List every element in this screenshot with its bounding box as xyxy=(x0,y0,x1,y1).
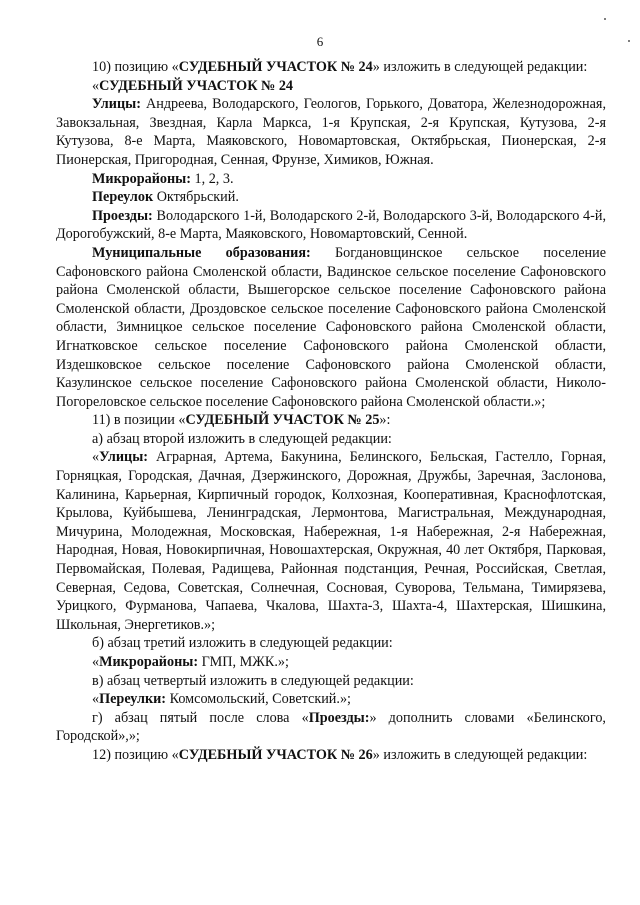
passages-24: Проезды: Володарского 1-й, Володарского 2-й, Володарского 3-й, Володарского 4-й, Дорогобужский, 8-е Марта, Маяковского, Новомартовский, Сенной. xyxy=(56,207,606,243)
municipalities-24: Муниципальные образования: Богдановщинское сельское поселение Сафоновского района Смоленской области, Вадинское сельское поселение Сафоновского района Смоленской области, Вышегорское сельское поселение Сафоновского района Смоленской области, Дроздовское сельское поселение Сафоновского района Смоленской области, Зимницкое сельское поселение Сафоновского района Смоленской области, Игнатковское сельское поселение Сафоновского района Смоленской области, Издешковское сельское поселение Сафоновского района Смоленской области, Казулинское сельское поселение Сафоновского района Смоленской области, Николо-Погореловское сельское поселение Сафоновского района Смоленской области.»; xyxy=(56,244,606,410)
subitem-v: в) абзац четвертый изложить в следующей редакции: xyxy=(92,672,414,689)
item-12-paragraph: 12) позицию «СУДЕБНЫЙ УЧАСТОК № 26» изложить в следующей редакции: xyxy=(92,746,588,763)
item-11-paragraph: 11) в позиции «СУДЕБНЫЙ УЧАСТОК № 25»: xyxy=(92,412,391,429)
subitem-b: б) абзац третий изложить в следующей редакции: xyxy=(92,635,393,652)
lane-24: Переулок Октябрьский. xyxy=(92,189,239,206)
scan-speck xyxy=(628,40,630,42)
subitem-g: г) абзац пятый после слова «Проезды:» дополнить словами «Белинского, Городской»,»; xyxy=(56,709,606,745)
microdistricts-24: Микрорайоны: 1, 2, 3. xyxy=(92,170,234,187)
subitem-a: а) абзац второй изложить в следующей редакции: xyxy=(92,430,392,447)
section-24-heading: «СУДЕБНЫЙ УЧАСТОК № 24 xyxy=(92,77,294,94)
microdistricts-25: «Микрорайоны: ГМП, МЖК.»; xyxy=(92,654,289,670)
item-10-paragraph: 10) позицию «СУДЕБНЫЙ УЧАСТОК № 24» изложить в следующей редакции: xyxy=(92,59,588,75)
scan-speck xyxy=(604,18,606,20)
document-body xyxy=(56,58,606,765)
streets-24: Улицы: Андреева, Володарского, Геологов, Горького, Доватора, Железнодорожная, Завокзальная, Звездная, Карла Маркса, 1-я Крупская, 2-я Крупская, Кутузова, 2-я Кутузова, 8-е Марта, Маяковского, Новомартовская, Октябрьская, Пионерская, 2-я Пионерская, Пригородная, Сенная, Фрунзе, Химиков, Южная. xyxy=(56,96,606,168)
lanes-25: «Переулки: Комсомольский, Советский.»; xyxy=(92,691,351,708)
page-number: 6 xyxy=(316,34,324,49)
streets-25: «Улицы: Аграрная, Артема, Бакунина, Белинского, Бельская, Гастелло, Горная, Горняцкая, Городская, Дачная, Дзержинского, Дорожная, Дружбы, Заречная, Заслонова, Калинина, Карьерная, Кирпичный городок, Колхозная, Кооперативная, Краснофлотская, Крылова, Куйбышева, Ленинградская, Лермонтова, Магистральная, Международная, Мичурина, Молодежная, Московская, Набережная, 1-я Набережная, 2-я Набережная, Народная, Новая, Новокирпичная, Новошахтерская, Окружная, 40 лет Октября, Парковая, Первомайская, Полевая, Радищева, Районная подстанция, Речная, Российская, Светлая, Северная, Седова, Советская, Солнечная, Сосновая, Суворова, Тельмана, Тимирязева, Урицкого, Фурманова, Чапаева, Чкалова, Шахта-3, Шахта-4, Шахтерская, Шишкина, Школьная, Энергетиков.»; xyxy=(56,449,606,633)
